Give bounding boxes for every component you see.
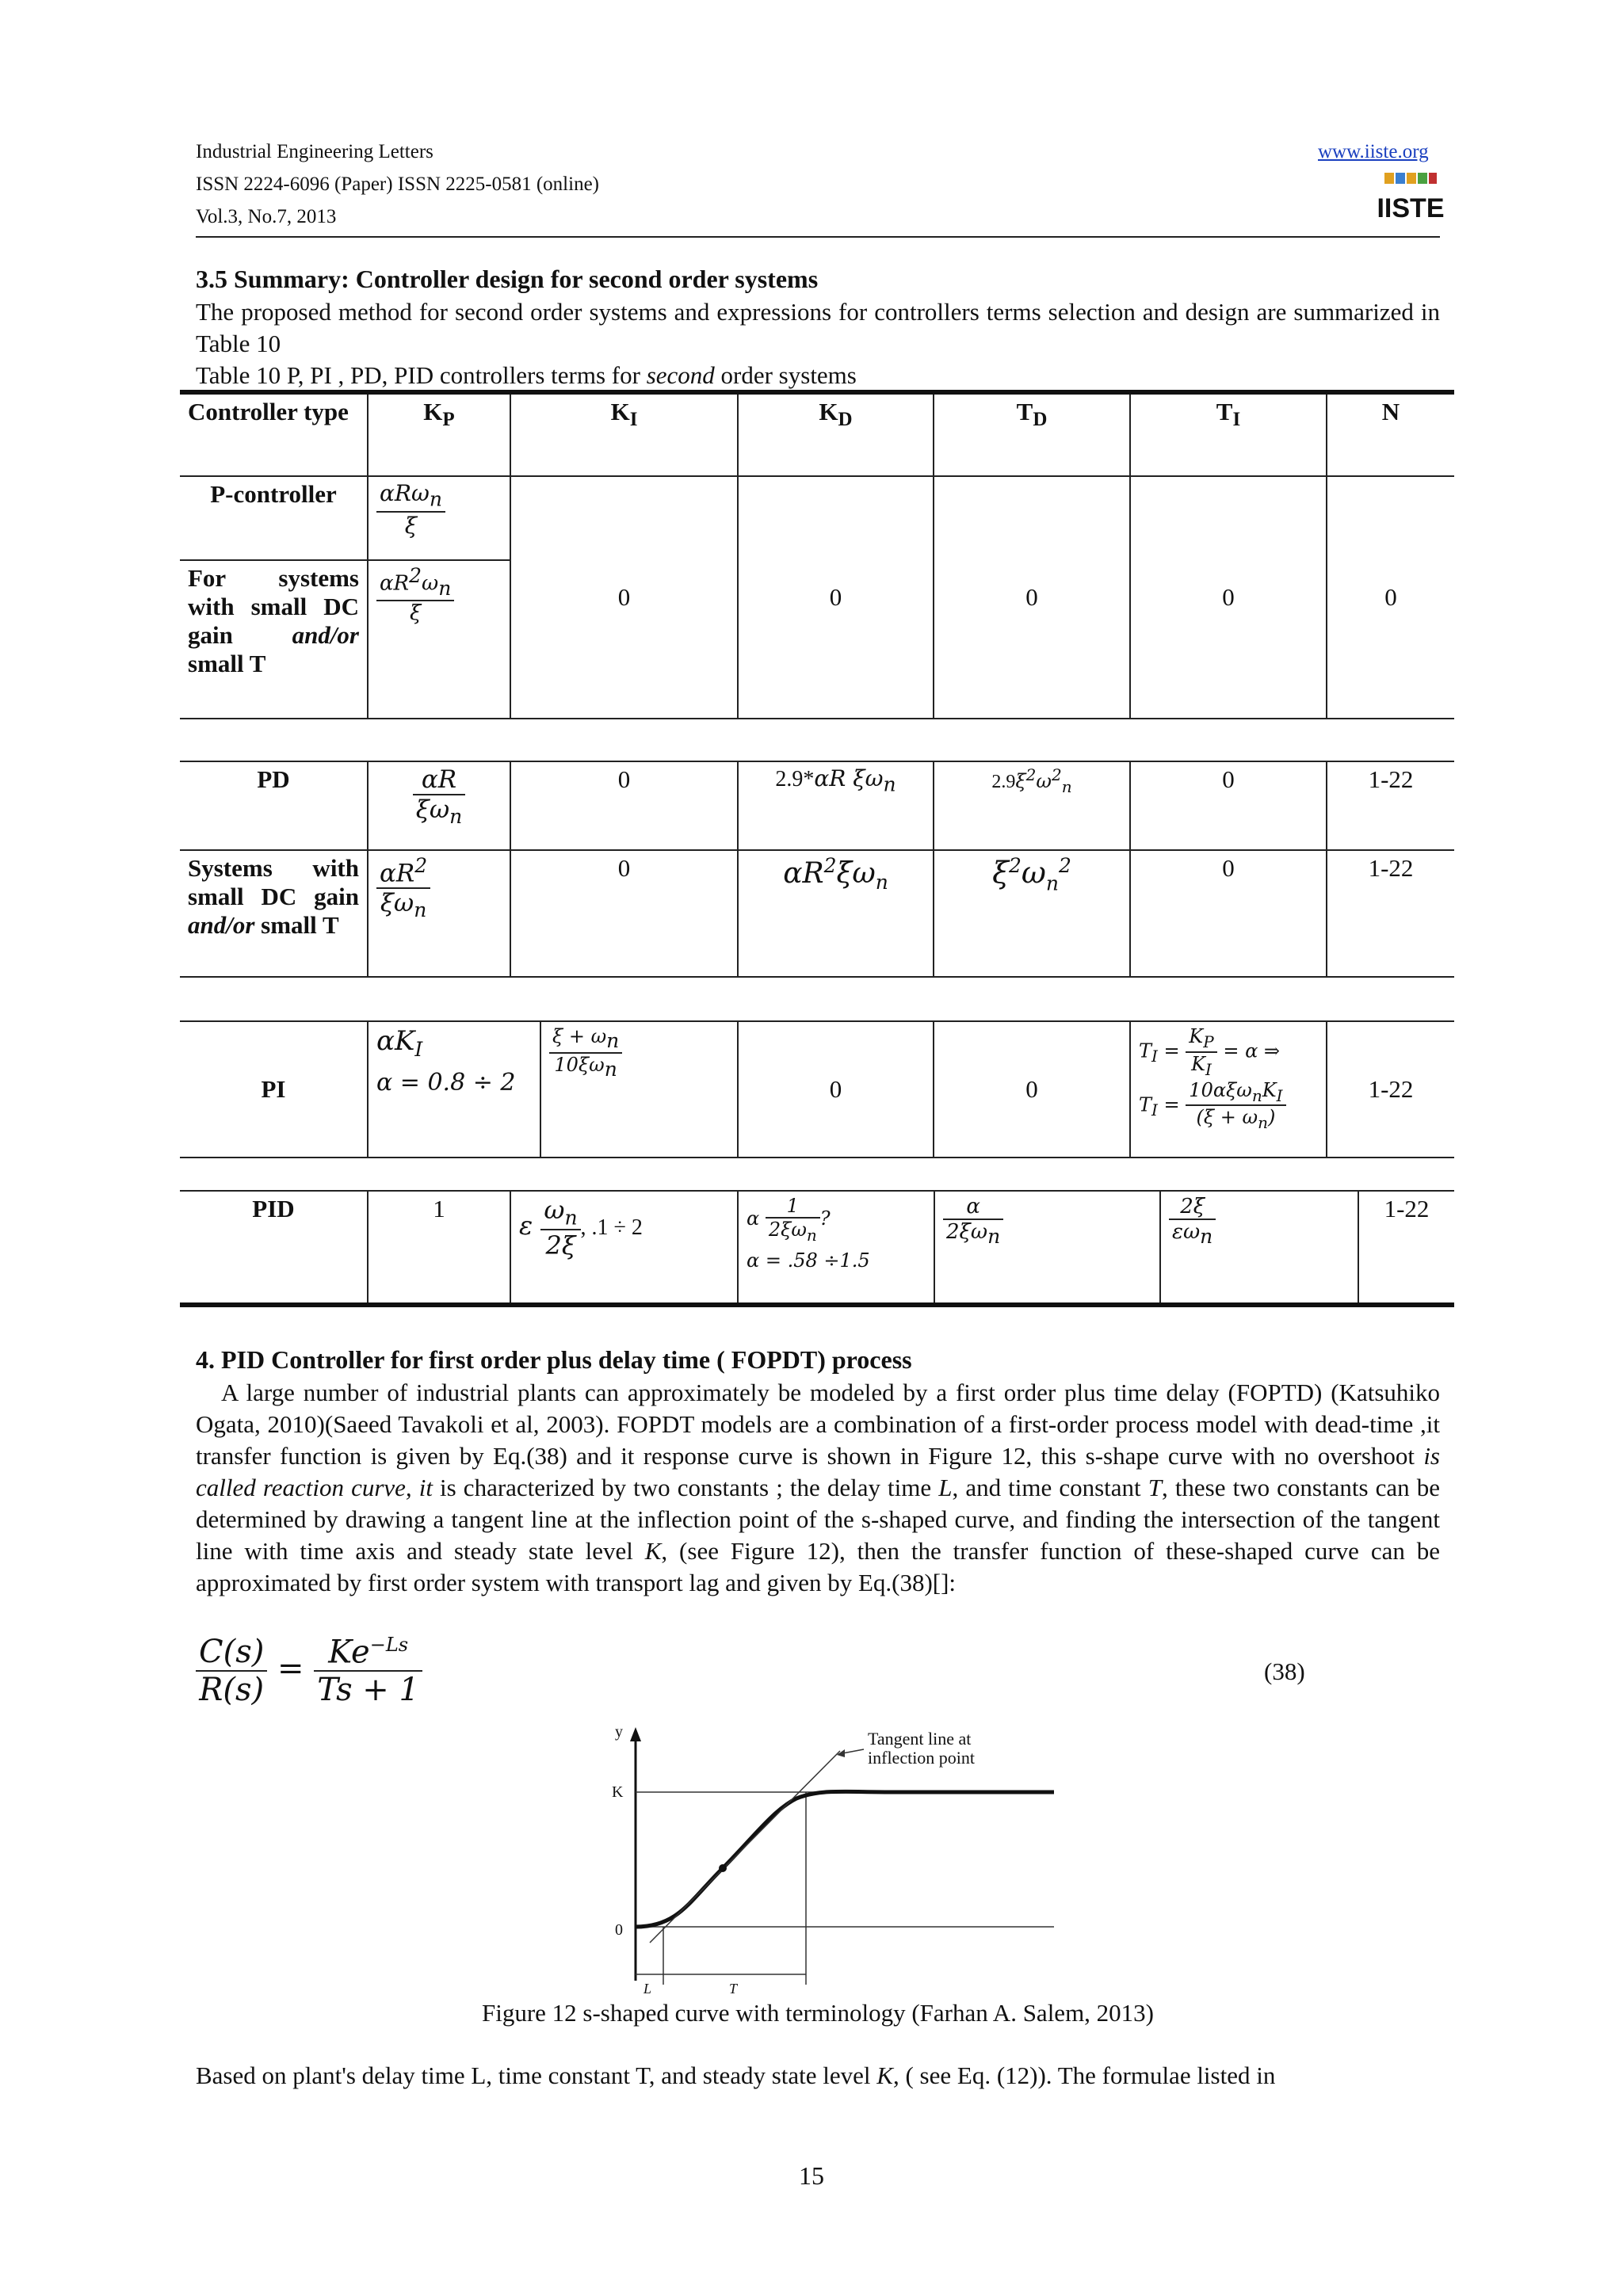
- formula-alpha-r2-over-xi-omega: $\frac{\alpha R^2}{\xi\omega_n}$: [376, 854, 430, 922]
- table-p-block: [180, 390, 1454, 719]
- table-pd-block: [180, 761, 1454, 978]
- n-pd-small-gain: 1-22: [1327, 850, 1454, 977]
- section-4-paragraph: A large number of industrial plants can approximately be modeled by a first order plus time delay (FOPTD) (Katsuhiko Ogata, 2010)(Saeed Tavakoli et al, 2003). FOPDT models are a combination of a first-order process model with dead-time ,it transfer function is given by Eq.(38) and it response curve is shown in Figure 12, this s-shape curve with no overshoot is called reaction curve, it is characterized by two constants ; the delay time L, and time constant T, these two constants can be determined by drawing a tangent line at the inflection point of the s-shaped curve, and finding the intersection of the tangent line with time axis and steady state level K, (see Figure 12), then the transfer function of these-shaped curve can be approximated by first order system with transport lag and given by Eq.(38)[]:: [196, 1379, 1440, 1596]
- kp-pd-small-gain: [368, 850, 510, 977]
- k-label: K: [612, 1783, 624, 1801]
- td-pi: 0: [934, 1021, 1130, 1158]
- closing-paragraph: Based on plant's delay time L, time constant T, and steady state level K, ( see Eq. (12)). The formulae listed in: [196, 2061, 1276, 2089]
- label-pd: PD: [180, 761, 368, 850]
- annotation-line-2: inflection point: [868, 1748, 976, 1768]
- header-rule: [196, 236, 1440, 238]
- ti-pi-formula-1: $T_I$ = $\frac{K_P}{K_I}$ = α ⇒: [1139, 1025, 1281, 1079]
- ti-pi-formula-2: $T_I$ = $\frac{10\alpha\xi\omega_nK_I}{(\xi + \omega_n)}$: [1139, 1079, 1318, 1133]
- kd-pi: 0: [738, 1021, 934, 1158]
- page-number: 15: [799, 2161, 824, 2190]
- ti-pid: [1160, 1191, 1358, 1305]
- row-pd: [180, 761, 1454, 850]
- kp-pi-alpha-range: α = 0.8 ÷ 2: [376, 1068, 516, 1097]
- s-curve: [636, 1791, 1054, 1927]
- section-4-heading: 4. PID Controller for first order plus delay time ( FOPDT) process: [196, 1345, 912, 1374]
- y-axis-arrow: [630, 1727, 641, 1741]
- t-label: T: [729, 1981, 738, 1997]
- inflection-point: [719, 1864, 727, 1872]
- y-label: y: [615, 1723, 623, 1741]
- caption-em: second: [646, 361, 715, 389]
- row-p-controller: [180, 476, 1454, 560]
- table-pid-block: [180, 1190, 1454, 1307]
- kp-p-controller: [368, 476, 510, 560]
- annotation-line-1: Tangent line at: [868, 1729, 972, 1749]
- td-pid: [934, 1191, 1160, 1305]
- iiste-logo: [1377, 170, 1445, 227]
- n-pi: 1-22: [1327, 1021, 1454, 1158]
- col-header-kp: $K_P$: [368, 392, 510, 476]
- ki-pd-small-gain: 0: [510, 850, 738, 977]
- label-pd-small-gain: Systems with small DC gain and/or small T: [180, 850, 368, 977]
- figure-12-caption: Figure 12 s-shaped curve with terminology (Farhan A. Salem, 2013): [481, 1999, 1155, 2027]
- n-pid: 1-22: [1358, 1191, 1454, 1305]
- equation-38: $\frac{C(s)}{R(s)}$ = $\frac{Ke^{-Ls}}{Ts + 1}$: [196, 1634, 422, 1708]
- label-pid: PID: [180, 1191, 368, 1305]
- table-header-row: [180, 392, 1454, 476]
- caption-post: order systems: [714, 361, 857, 389]
- formula-alpha-over-2xi-omega: $\frac{\alpha}{2\xi\omega_n}$: [943, 1195, 1003, 1248]
- col-header-kd: $K_D$: [738, 392, 934, 476]
- ti-pd: 0: [1130, 761, 1327, 850]
- kd-pd: 2.9*αR $\xi\omega_n$: [738, 761, 934, 850]
- issn-line: ISSN 2224-6096 (Paper) ISSN 2225-0581 (online): [196, 174, 599, 195]
- table-10-caption: [196, 360, 1440, 391]
- ki-pd: 0: [510, 761, 738, 850]
- ti-pi: [1130, 1021, 1327, 1158]
- n-p-block: 0: [1327, 476, 1454, 719]
- ti-pd-small-gain: 0: [1130, 850, 1327, 977]
- ki-p-block: 0: [510, 476, 738, 719]
- td-pd: $2.9\xi^2\omega^2_n$: [934, 761, 1130, 850]
- formula-alpha-r-omega-over-xi: $\frac{\alpha R\omega_n}{\xi}$: [376, 480, 445, 539]
- td-p-block: 0: [934, 476, 1130, 719]
- col-header-type: Controller type: [180, 392, 368, 476]
- kp-pi: [368, 1021, 540, 1158]
- ki-pi: [540, 1021, 738, 1158]
- kd-pd-small-gain: $\alpha R^2\xi\omega_n$: [738, 850, 934, 977]
- website-link[interactable]: www.iiste.org: [1318, 141, 1429, 162]
- formula-alpha-r2-omega-over-xi: $\frac{\alpha R^2\omega_n}{\xi}$: [376, 564, 454, 625]
- ti-p-block: 0: [1130, 476, 1327, 719]
- formula-xi-plus-omega-over-10xi-omega: $\frac{\xi + \omega_n}{10\xi\omega_n}$: [549, 1025, 622, 1081]
- iiste-logo-graphic: [1377, 170, 1445, 227]
- caption-pre: Table 10 P, PI , PD, PID controllers terms for: [196, 361, 647, 389]
- l-label: L: [643, 1981, 652, 1997]
- label-p-controller: P-controller: [180, 476, 368, 560]
- formula-2xi-over-eps-omega: $\frac{2\xi}{\varepsilon\omega_n}$: [1169, 1195, 1216, 1248]
- kp-pd: [368, 761, 510, 850]
- equation-number: (38): [1264, 1657, 1305, 1685]
- formula-alpha-r-over-xi-omega: $\frac{\alpha R}{\xi\omega_n}$: [413, 765, 465, 828]
- col-header-ki: $K_I$: [510, 392, 738, 476]
- col-header-td: $T_D$: [934, 392, 1130, 476]
- n-pd: 1-22: [1327, 761, 1454, 850]
- kp-p-small-gain: [368, 560, 510, 719]
- ki-pid-formula: ε $\frac{\omega_n}{2\xi}$: [519, 1211, 581, 1241]
- kp-pid: 1: [368, 1191, 510, 1305]
- journal-name: Industrial Engineering Letters: [196, 141, 433, 162]
- col-header-n: N: [1327, 392, 1454, 476]
- tangent-line: [650, 1751, 840, 1943]
- kd-pid-alpha-range: α = .58 ÷1.5: [747, 1249, 870, 1272]
- col-header-ti: $T_I$: [1130, 392, 1327, 476]
- row-pid: [180, 1191, 1454, 1305]
- label-p-small-gain: For systems with small DC gain and/or small T: [180, 560, 368, 719]
- row-pi: [180, 1021, 1454, 1158]
- section-3-5-paragraph: The proposed method for second order systems and expressions for controllers terms selection and design are summarized in Table 10: [196, 298, 1440, 357]
- kp-pi-formula: $\alpha K_I$: [376, 1025, 423, 1061]
- kd-pid: [738, 1191, 934, 1305]
- logo-text: IISTE: [1377, 193, 1445, 223]
- kd-p-block: 0: [738, 476, 934, 719]
- kd-pid-formula: α $\frac{1}{2\xi\omega_n}$ ?: [747, 1195, 831, 1245]
- td-pd-small-gain: $\xi^2\omega_n^2$: [934, 850, 1130, 977]
- ki-pid: ε $\frac{\omega_n}{2\xi}$ , .1 ÷ 2: [510, 1191, 738, 1305]
- row-pd-small-gain: [180, 850, 1454, 977]
- label-pi: PI: [180, 1021, 368, 1158]
- volume-line: Vol.3, No.7, 2013: [196, 206, 337, 227]
- section-3-5-heading: 3.5 Summary: Controller design for second order systems: [196, 265, 819, 293]
- table-pi-block: [180, 1020, 1454, 1158]
- figure-12-s-curve: [602, 1719, 1062, 1997]
- origin-label: 0: [615, 1921, 623, 1939]
